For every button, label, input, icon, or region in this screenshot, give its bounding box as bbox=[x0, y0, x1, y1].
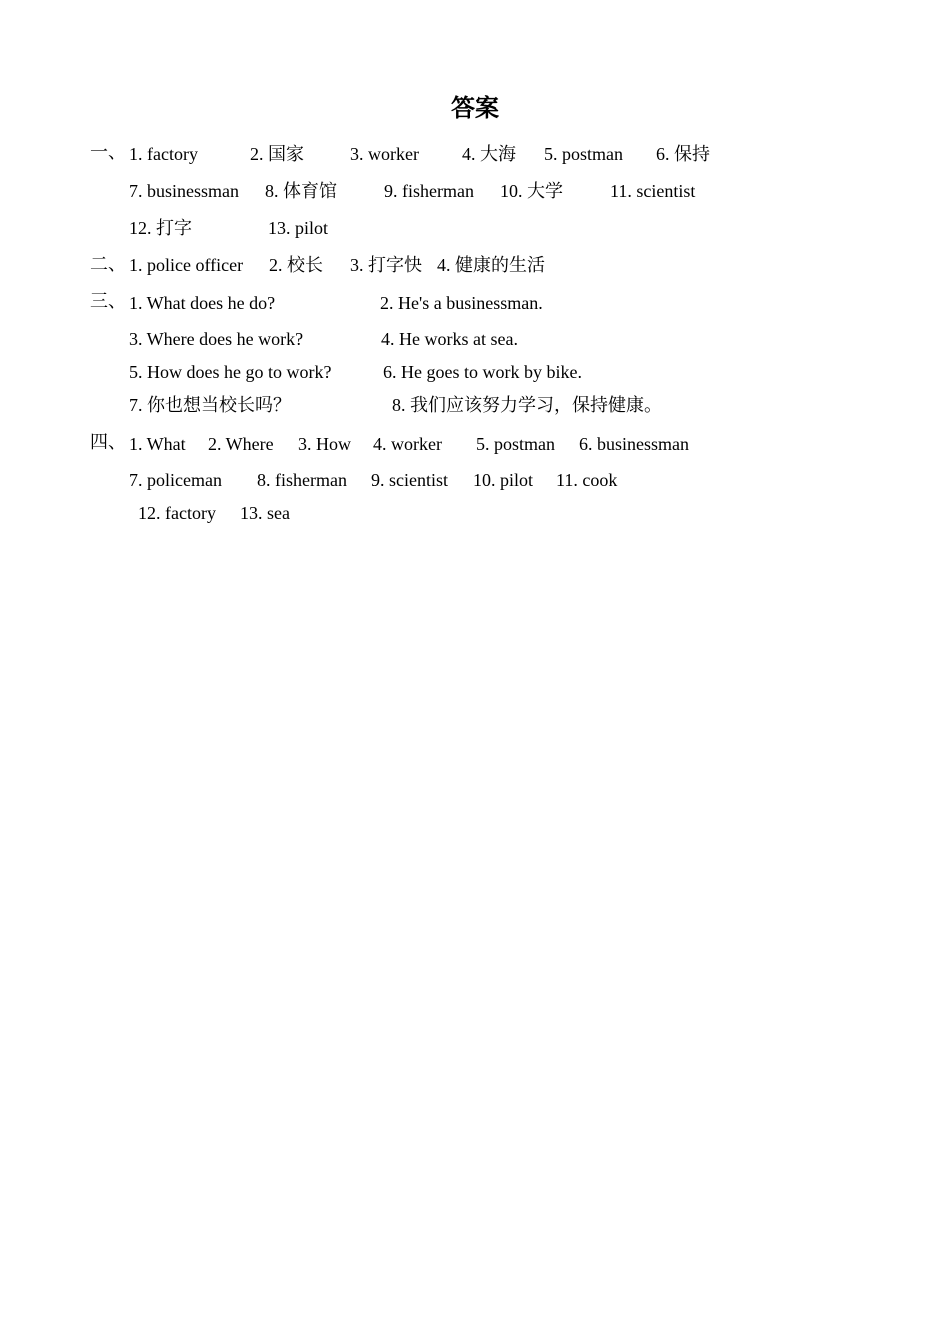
answer-item: 11. cook bbox=[556, 470, 618, 490]
answer-item: 3. How bbox=[298, 434, 351, 454]
answer-item: 4. 大海 bbox=[462, 144, 516, 164]
answer-item: 12. factory bbox=[138, 503, 216, 523]
answer-item: 5. How does he go to work? bbox=[129, 362, 332, 382]
answer-item: 6. He goes to work by bike. bbox=[383, 362, 582, 382]
answer-item: 4. 健康的生活 bbox=[437, 255, 545, 275]
answer-item: 1. factory bbox=[129, 144, 198, 164]
answer-item: 1. What bbox=[129, 434, 186, 454]
answer-item: 5. postman bbox=[544, 144, 623, 164]
answer-item: 11. scientist bbox=[610, 181, 696, 201]
section-2-number: 二、 bbox=[90, 254, 126, 275]
page-title: 答案 bbox=[451, 94, 499, 122]
answer-item: 7. policeman bbox=[129, 470, 222, 490]
answer-item: 1. police officer bbox=[129, 255, 244, 275]
answer-item: 5. postman bbox=[476, 434, 555, 454]
answer-item: 8. 体育馆 bbox=[265, 181, 337, 201]
answer-item: 1. What does he do? bbox=[129, 293, 276, 313]
answer-item: 9. scientist bbox=[371, 470, 448, 490]
answer-item: 12. 打字 bbox=[129, 218, 192, 238]
answer-item: 2. Where bbox=[208, 434, 274, 454]
answer-item: 10. 大学 bbox=[500, 181, 563, 201]
answer-item: 10. pilot bbox=[473, 470, 534, 490]
answer-item: 8. 我们应该努力学习，保持健康。 bbox=[392, 395, 662, 415]
answer-item: 3. 打字快 bbox=[350, 255, 422, 275]
answer-item: 3. Where does he work? bbox=[129, 329, 304, 349]
section-3-number: 三、 bbox=[90, 291, 126, 312]
answer-item: 13. pilot bbox=[268, 218, 329, 238]
answer-item: 2. He's a businessman. bbox=[380, 293, 543, 313]
answer-item: 9. fisherman bbox=[384, 181, 474, 201]
answer-item: 4. worker bbox=[373, 434, 442, 454]
section-4-number: 四、 bbox=[90, 432, 126, 453]
answer-item: 3. worker bbox=[350, 144, 419, 164]
answer-item: 6. businessman bbox=[579, 434, 689, 454]
answer-item: 7. businessman bbox=[129, 181, 239, 201]
answer-item: 13. sea bbox=[240, 503, 290, 523]
answer-item: 2. 校长 bbox=[269, 255, 323, 275]
section-1-number: 一、 bbox=[90, 142, 126, 163]
answer-item: 4. He works at sea. bbox=[381, 329, 518, 349]
answer-item: 8. fisherman bbox=[257, 470, 347, 490]
answer-item: 7. 你也想当校长吗？ bbox=[129, 395, 291, 415]
answer-item: 6. 保持 bbox=[656, 144, 710, 164]
answer-item: 2. 国家 bbox=[250, 144, 304, 164]
